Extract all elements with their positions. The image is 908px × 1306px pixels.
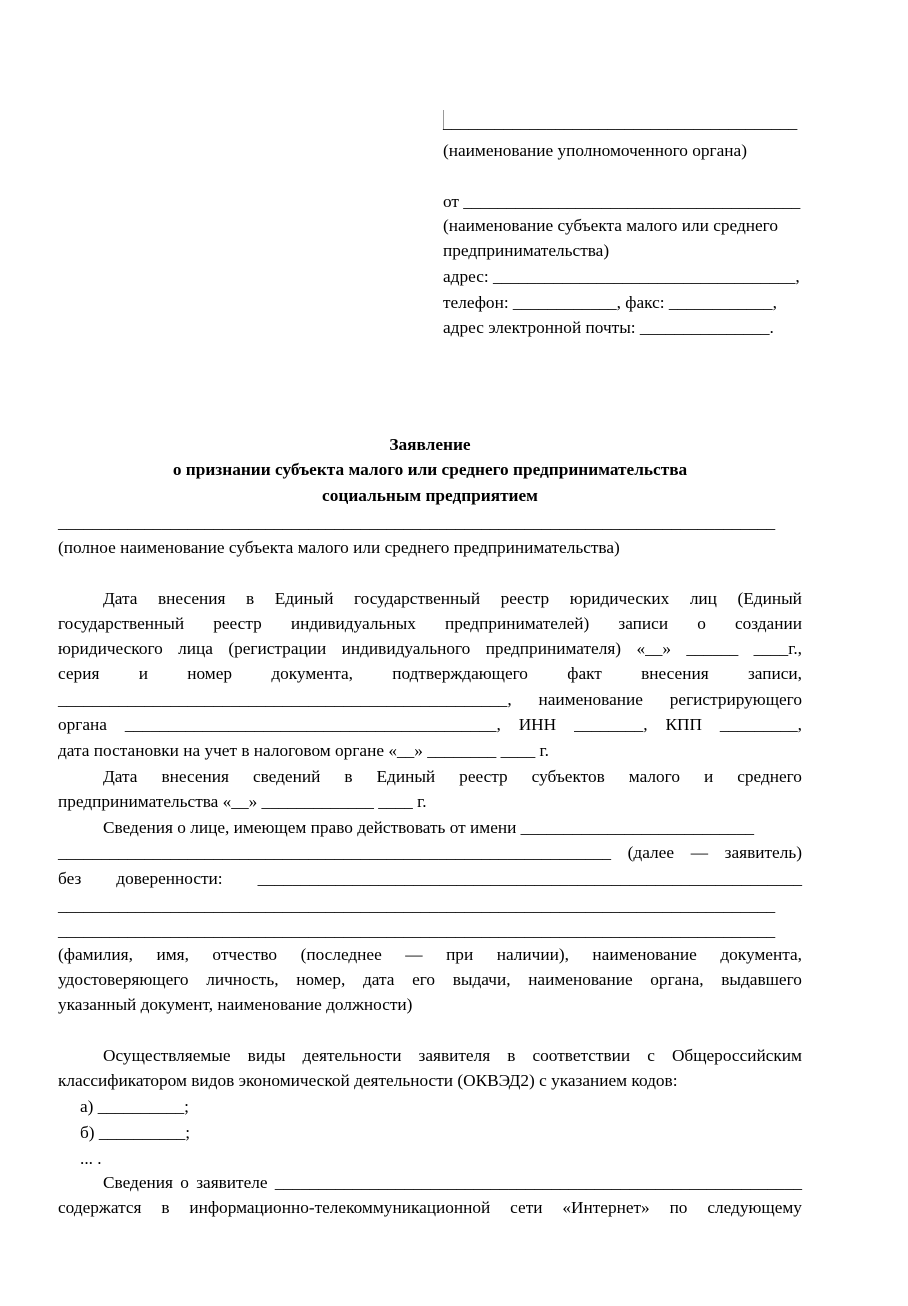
word: номер [187, 664, 233, 683]
organ-caption: (наименование уполномоченного органа) [443, 141, 747, 160]
word: ____________________________________________________, [58, 690, 512, 709]
p1-line-2 [58, 611, 802, 636]
p1-line-3 [58, 636, 802, 661]
word: юридических [569, 589, 670, 608]
word: государственный [353, 589, 481, 608]
word: органа, [650, 970, 704, 989]
word: Дата [103, 589, 138, 608]
p3-caption-2 [58, 967, 802, 992]
word: Единый [376, 767, 436, 786]
word: лиц [689, 589, 717, 608]
word: _________, [719, 715, 802, 734]
word: органа [58, 715, 107, 734]
email-line: адрес электронной почты: _______________. [443, 318, 774, 337]
word: записи [618, 614, 669, 633]
word: ______ [686, 639, 739, 658]
word: предпринимателя) [485, 639, 622, 658]
word: в [161, 1198, 170, 1217]
word: КПП [665, 715, 702, 734]
word: Единый [274, 589, 334, 608]
word: о [697, 614, 706, 633]
word: содержатся [58, 1198, 142, 1217]
word: выдавшего [721, 970, 802, 989]
word: соответствии [532, 1046, 631, 1065]
word: государственный [58, 614, 185, 633]
list-item-b: б) __________; [80, 1123, 191, 1142]
p1-line-6 [58, 712, 802, 737]
word: (Единый [737, 589, 802, 608]
word: информационно-телекоммуникационной [189, 1198, 491, 1217]
p2-line-2: предпринимательства «__» _____________ ____ г. [58, 792, 427, 811]
word: наименование [528, 970, 633, 989]
p4-line-2: классификатором видов экономической деятельности (ОКВЭД2) с указанием кодов: [58, 1071, 678, 1090]
word: реестр [459, 767, 508, 786]
word: его [412, 970, 436, 989]
word: предпринимателей) [444, 614, 590, 633]
word: создании [734, 614, 802, 633]
word: наличии), [496, 945, 569, 964]
from-line: от _______________________________________ [443, 192, 801, 211]
word: в [246, 589, 255, 608]
word: ИНН [518, 715, 557, 734]
word: ____г., [753, 639, 802, 658]
word: дата [362, 970, 395, 989]
word: индивидуальных [290, 614, 416, 633]
word: малого [628, 767, 680, 786]
word: и [703, 767, 714, 786]
word: в [344, 767, 353, 786]
word: Сведения [103, 1173, 173, 1192]
word: ___________________________________________, [124, 715, 501, 734]
p1-line-7: дата постановки на учет в налоговом органе «__» ________ ____ г. [58, 741, 549, 760]
word: реестр [213, 614, 262, 633]
word: реестр [500, 589, 550, 608]
word: «Интернет» [562, 1198, 650, 1217]
address-line: адрес: ___________________________________, [443, 267, 800, 286]
word: (далее [627, 843, 675, 862]
p3-caption-3: указанный документ, наименование должности) [58, 995, 413, 1014]
p3-line-4: ___________________________________________________________________________________ [58, 896, 776, 915]
subject-caption-1: (наименование субъекта малого или среднего [443, 216, 778, 235]
word: в [507, 1046, 516, 1065]
p3-caption-1 [58, 942, 802, 967]
organ-line: _________________________________________ [443, 113, 798, 132]
word: документа, [720, 945, 802, 964]
word: ________, [574, 715, 648, 734]
document-subtitle-2: социальным предприятием [322, 486, 538, 505]
word: сведений [252, 767, 321, 786]
word: подтверждающего [392, 664, 528, 683]
word: (последнее [300, 945, 382, 964]
document-subtitle-1: о признании субъекта малого или среднего предпринимательства [172, 460, 688, 479]
word: выдачи, [452, 970, 511, 989]
word: имя, [156, 945, 189, 964]
word: _______________________________________________________________ [257, 869, 802, 888]
p2-line-1 [103, 764, 802, 789]
p1-line-5 [58, 687, 802, 712]
p3-line-2 [58, 840, 802, 865]
word: (регистрации [228, 639, 327, 658]
word: без [58, 869, 82, 888]
word: Дата [103, 767, 138, 786]
full-name-line: ___________________________________________________________________________________ [58, 513, 776, 532]
word: факт [567, 664, 602, 683]
word: лица [178, 639, 213, 658]
p3-line-5: ___________________________________________________________________________________ [58, 921, 776, 940]
phone-line: телефон: ____________, факс: ____________, [443, 293, 777, 312]
word: следующему [707, 1198, 802, 1217]
p3-line-3 [58, 866, 802, 891]
word: заявителя [418, 1046, 491, 1065]
word: среднего [737, 767, 802, 786]
word: регистрирующего [669, 690, 802, 709]
p1-line-4 [58, 661, 802, 686]
word: виды [247, 1046, 286, 1065]
word: наименование [592, 945, 697, 964]
list-item-ellipsis: ... . [80, 1149, 102, 1168]
p5-line-2 [58, 1195, 802, 1220]
word: субъектов [531, 767, 605, 786]
word: деятельности [302, 1046, 402, 1065]
p3-line-1: Сведения о лице, имеющем право действовать от имени ___________________________ [103, 818, 754, 837]
word: — [405, 945, 423, 964]
word: с [647, 1046, 655, 1065]
document-title: Заявление [389, 435, 471, 454]
word: юридического [58, 639, 163, 658]
word: документа, [271, 664, 353, 683]
list-item-a: а) __________; [80, 1097, 189, 1116]
word: внесения [157, 589, 226, 608]
word: «__» [636, 639, 671, 658]
p4-line-1 [103, 1043, 802, 1068]
word: заявитель) [724, 843, 802, 862]
word: Осуществляемые [103, 1046, 231, 1065]
word: — [690, 843, 708, 862]
word: серия [58, 664, 100, 683]
word: сети [510, 1198, 543, 1217]
p5-line-1 [103, 1170, 802, 1195]
word: записи, [747, 664, 802, 683]
word: заявителе [196, 1173, 268, 1192]
word: и [138, 664, 148, 683]
word: внесения [161, 767, 229, 786]
word: номер, [296, 970, 346, 989]
word: (фамилия, [58, 945, 133, 964]
word: внесения [641, 664, 709, 683]
word: Общероссийским [671, 1046, 802, 1065]
p1-line-1 [103, 586, 802, 611]
full-name-caption: (полное наименование субъекта малого или среднего предпринимательства) [58, 538, 620, 557]
word: отчество [212, 945, 278, 964]
word: по [669, 1198, 688, 1217]
word: удостоверяющего [58, 970, 189, 989]
word: индивидуального [341, 639, 471, 658]
word: _____________________________________________________________ [274, 1173, 802, 1192]
word: личность, [206, 970, 279, 989]
word: ________________________________________________________________ [58, 843, 611, 862]
subject-caption-2: предпринимательства) [443, 241, 610, 260]
word: доверенности: [116, 869, 223, 888]
word: при [446, 945, 474, 964]
word: наименование [538, 690, 643, 709]
word: о [180, 1173, 189, 1192]
